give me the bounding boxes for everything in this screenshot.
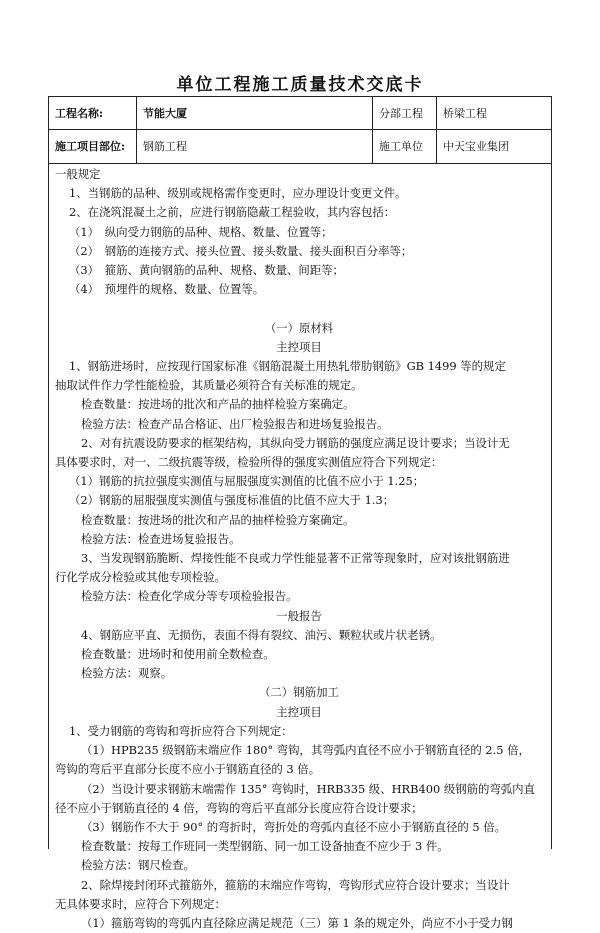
text-line: （4） 预埋件的规格、数量、位置等。 xyxy=(69,282,265,297)
item-value: 钢筋工程 xyxy=(137,129,373,163)
text-line: 1、钢筋进场时，应按现行国家标准《钢筋混凝土用热轧带肋钢筋》GB 1499 等的规定 xyxy=(69,359,506,374)
text-line: （2）钢筋的屈服强度实测值与强度标准值的比值不应大于 1.3； xyxy=(69,493,395,508)
text-line: （1）钢筋的抗拉强度实测值与屈服强度实测值的比值不应小于 1.25； xyxy=(69,474,425,489)
text-line: 1、受力钢筋的弯钩和弯折应符合下列规定： xyxy=(69,723,293,738)
unit-value: 中天宝业集团 xyxy=(443,140,509,153)
text-line: 检验方法：钢尺检查。 xyxy=(81,858,195,873)
section-heading: 一般规定 xyxy=(55,167,101,181)
text-line: （3）钢筋作不大于 90° 的弯折时，弯折处的弯弧内直径不应小于钢筋直径的 5 倍。 xyxy=(81,819,507,834)
sub-project-value: 桥梁工程 xyxy=(443,107,487,120)
unit-label: 施工单位 xyxy=(373,129,437,163)
text-line: 1、当钢筋的品种、级别或规格需作变更时，应办理设计变更文件。 xyxy=(69,186,407,201)
subsection-heading: 一般报告 xyxy=(276,608,322,623)
sub-project-label: 分部工程 xyxy=(373,97,437,129)
text-line: 检查数量：按进场的批次和产品的抽样检验方案确定。 xyxy=(81,397,355,412)
header-row-1 xyxy=(49,97,551,130)
text-line: 检查数量：进场时和使用前全数检查。 xyxy=(81,647,275,662)
text-line: （1）箍筋弯钩的弯弧内直径除应满足规范（三）第 1 条的规定外，尚应不小于受力钢 xyxy=(81,915,513,930)
text-line: 4、钢筋应平直、无损伤，表面不得有裂纹、油污、颗粒状或片状老锈。 xyxy=(81,627,442,642)
header-row-2 xyxy=(49,129,551,164)
text-line: 检验方法：检查进场复验报告。 xyxy=(81,531,241,546)
text-line: 抽取试件作力学性能检验，其质量必须符合有关标准的规定。 xyxy=(55,378,363,393)
text-line: （2）当设计要求钢筋末端需作 135° 弯钩时，HRB335 级、HRB400 级钢筋的弯弧内直 xyxy=(81,781,535,796)
subsection-heading: 主控项目 xyxy=(276,704,322,719)
text-line: （3） 箍筋、黄向钢筋的品种、规格、数量、间距等； xyxy=(69,263,344,278)
text-line: 无具体要求时，应符合下列规定： xyxy=(55,896,226,911)
page-title: 单位工程施工质量技术交底卡 xyxy=(176,75,424,95)
text-line: 3、当发现钢筋脆断、焊接性能不良或力学性能显著不正常等现象时，应对该批钢筋进 xyxy=(81,551,510,566)
text-line: （1）HPB235 级钢筋末端应作 180° 弯钩，其弯弧内直径不应小于钢筋直径的 2.5 倍， xyxy=(81,743,530,758)
text-line: 检查数量：按进场的批次和产品的抽样检验方案确定。 xyxy=(81,512,355,527)
text-line: 2、除焊接封闭环式箍筋外，箍筋的末端应作弯钩，弯钩形式应符合设计要求；当设计 xyxy=(81,877,510,892)
text-line: 2、在浇筑混凝土之前，应进行钢筋隐蔽工程验收，其内容包括： xyxy=(69,205,396,220)
section-heading: （一）原材料 xyxy=(264,320,334,335)
text-line: 径不应小于钢筋直径的 4 倍，弯钩的弯后平直部分长度应符合设计要求； xyxy=(55,800,423,815)
section-heading: （二）钢筋加工 xyxy=(259,685,339,700)
text-line: 检验方法：观察。 xyxy=(81,666,173,681)
text-line: 行化学成分检验或其他专项检验。 xyxy=(55,570,226,585)
text-line: （1） 纵向受力钢筋的品种、规格、数量、位置等； xyxy=(69,224,333,239)
blank-line xyxy=(55,299,543,318)
text-line: 2、对有抗震设防要求的框架结构，其纵向受力钢筋的强度应满足设计要求；当设计无 xyxy=(81,435,510,450)
technical-disclosure-form xyxy=(48,96,552,930)
text-line: （2） 钢筋的连接方式、接头位置、接头数量、接头面积百分率等； xyxy=(69,243,413,258)
text-line: 具体要求时，对一、二级抗震等级，检验所得的强度实测值应符合下列规定： xyxy=(55,455,443,470)
project-name-label: 工程名称: xyxy=(49,97,137,129)
text-line: 检验方法：检查产品合格证、出厂检验报告和进场复验报告。 xyxy=(81,416,389,431)
text-line: 检查数量：按每工作班同一类型钢筋、同一加工设备抽查不应少于 3 件。 xyxy=(81,839,449,854)
project-name-value: 节能大厦 xyxy=(137,97,373,129)
text-line: 弯钩的弯后平直部分长度不应小于钢筋直径的 3 倍。 xyxy=(55,762,321,777)
text-line: 检验方法：检查化学成分等专项检验报告。 xyxy=(81,589,298,604)
item-label: 施工项目部位: xyxy=(49,129,137,163)
subsection-heading: 主控项目 xyxy=(276,339,322,354)
disclosure-content xyxy=(49,163,551,933)
